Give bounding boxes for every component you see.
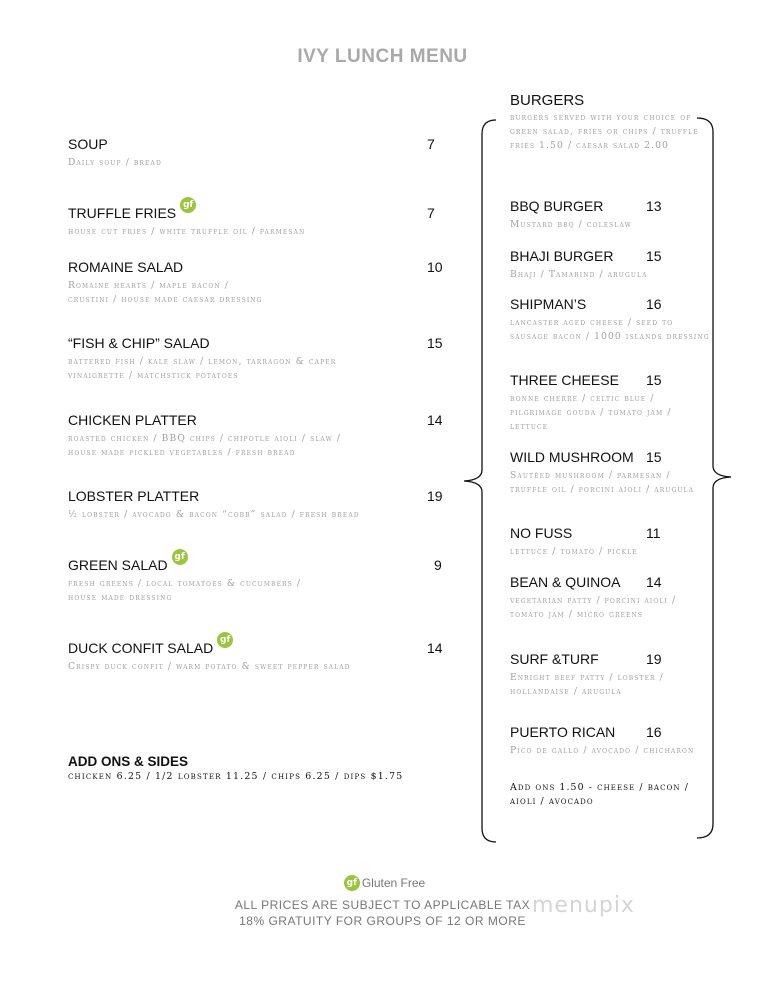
menu-item-name: ROMAINE SALAD (68, 259, 184, 275)
menu-item-name: TRUFFLE FRIES (68, 205, 177, 221)
burger-item-desc: vegetarian patty / porcini aioli / tomato jam / micro greens (510, 595, 677, 620)
menu-item (68, 552, 468, 605)
burger-item-name: SURF &TURF (510, 651, 599, 667)
left-bracket-icon (462, 118, 498, 844)
burger-item-name: BEAN & QUINOA (510, 574, 621, 590)
burger-item-price: 15 (646, 372, 662, 388)
burger-addons: Add ons 1.50 - cheese / bacon / aioli / avocado (510, 782, 689, 807)
menu-item-price: 10 (427, 259, 443, 275)
burger-item-price: 19 (646, 651, 662, 667)
burger-item-desc: lancaster aged cheese / seed to sausage bacon / 1000 islands dressing (510, 317, 710, 342)
burger-item-price: 11 (646, 525, 661, 541)
menu-item-price: 7 (427, 136, 435, 152)
burger-item-price: 13 (646, 198, 662, 214)
burger-item-desc: Sautéed mushroom / parmesan / truffle oil / porcini aioli / arugula (510, 470, 695, 495)
burger-item-name: WILD MUSHROOM (510, 449, 634, 465)
burger-item-price: 16 (646, 724, 662, 740)
burger-item-desc: Bhaji / Tamarind / arugula (510, 269, 648, 280)
menu-item-desc: battered fish / kale slaw / lemon, tarragon & caper vinaigrette / matchstick potatoes (68, 356, 337, 381)
burger-item (510, 574, 710, 622)
menu-item-name: SOUP (68, 136, 108, 152)
addons-title: ADD ONS & SIDES (68, 754, 189, 769)
burger-item-name: BBQ BURGER (510, 198, 604, 214)
menu-item-name: LOBSTER PLATTER (68, 488, 200, 504)
menu-item (68, 488, 468, 522)
burger-item (510, 525, 710, 559)
gluten-free-legend (0, 876, 765, 891)
menu-item-name: “FISH & CHIP” SALAD (68, 335, 210, 351)
menu-item (68, 335, 468, 383)
burger-item-desc: Enright beef patty / lobster / hollandaise / arugula (510, 672, 664, 697)
menu-item-price: 14 (427, 412, 443, 428)
menu-item-desc: fresh greens / local tomatoes & cucumbers / house made dressing (68, 578, 302, 603)
burger-item (510, 449, 710, 497)
menu-item (68, 412, 468, 460)
burger-item-name: BHAJI BURGER (510, 248, 614, 264)
menu-item-desc: Daily soup / bread (68, 157, 162, 168)
burger-item-desc: Mustard bbq / coleslaw (510, 219, 632, 230)
burger-item (510, 724, 710, 758)
burger-item-price: 15 (646, 248, 662, 264)
tax-note: ALL PRICES ARE SUBJECT TO APPLICABLE TAX (234, 898, 531, 912)
menu-item-desc: roasted chicken / BBQ chips / chipotle aioli / slaw / house made pickled vegetables / fresh bread (68, 433, 342, 458)
burger-item-desc: bonne cherre / celtic blue / pilgrimage gouda / tomato jam / lettuce (510, 393, 672, 432)
burger-item-name: NO FUSS (510, 525, 573, 541)
burger-item-price: 16 (646, 296, 662, 312)
menu-item-desc: Crispy duck confit / warm potato & sweet pepper salad (68, 661, 351, 672)
burgers-intro: burgers served with your choice of green salad, fries or chips / truffle fries 1.50 / caesar salad 2.00 (510, 112, 699, 151)
menu-item-desc: house cut fries / white truffle oil / parmesan (68, 226, 306, 237)
menupix-watermark: menupix (532, 893, 635, 918)
menu-item-price: 9 (434, 557, 442, 573)
burger-item (510, 372, 710, 434)
burger-item-name: THREE CHEESE (510, 372, 619, 388)
page-title: IVY LUNCH MENU (297, 46, 468, 67)
burgers-title: BURGERS (510, 92, 585, 109)
menu-item (68, 136, 468, 170)
burger-item-name: PUERTO RICAN (510, 724, 616, 740)
burger-item (510, 198, 710, 232)
gluten-free-label: Gluten Free (361, 876, 426, 890)
right-bracket-icon (695, 116, 735, 840)
menu-item (68, 635, 468, 674)
burger-item-price: 14 (646, 574, 662, 590)
menu-item-name: DUCK CONFIT SALAD (68, 640, 214, 656)
burger-item (510, 248, 710, 282)
burger-item (510, 651, 710, 699)
gluten-free-icon: gf (180, 197, 196, 213)
menu-item-price: 7 (427, 205, 435, 221)
menu-item-desc: ½ lobster / avocado & bacon “cobb” salad / fresh bread (68, 509, 360, 520)
gluten-free-icon: gf (344, 875, 360, 891)
menu-item-name: GREEN SALAD (68, 557, 168, 573)
burger-item-desc: Pico de gallo / avocado / chicharon (510, 745, 695, 756)
menu-item (68, 259, 468, 307)
burger-item-desc: lettuce / tomato / pickle (510, 546, 638, 557)
menu-item-price: 19 (427, 488, 443, 504)
gluten-free-icon: gf (172, 549, 188, 565)
addons-desc: chicken 6.25 / 1/2 lobster 11.25 / chips 6.25 / dips $1.75 (68, 771, 404, 782)
menu-item-price: 14 (427, 640, 443, 656)
burger-item-name: SHIPMAN’S (510, 296, 587, 312)
menu-item-desc: Romaine hearts / maple bacon / crustini / house made caesar dressing (68, 280, 263, 305)
gratuity-note: 18% GRATUITY FOR GROUPS OF 12 OR MORE (239, 914, 526, 928)
burger-item (510, 296, 710, 344)
menu-item-name: CHICKEN PLATTER (68, 412, 197, 428)
menu-item (68, 200, 468, 239)
menu-item-price: 15 (427, 335, 443, 351)
gluten-free-icon: gf (217, 632, 233, 648)
burger-item-price: 15 (646, 449, 662, 465)
